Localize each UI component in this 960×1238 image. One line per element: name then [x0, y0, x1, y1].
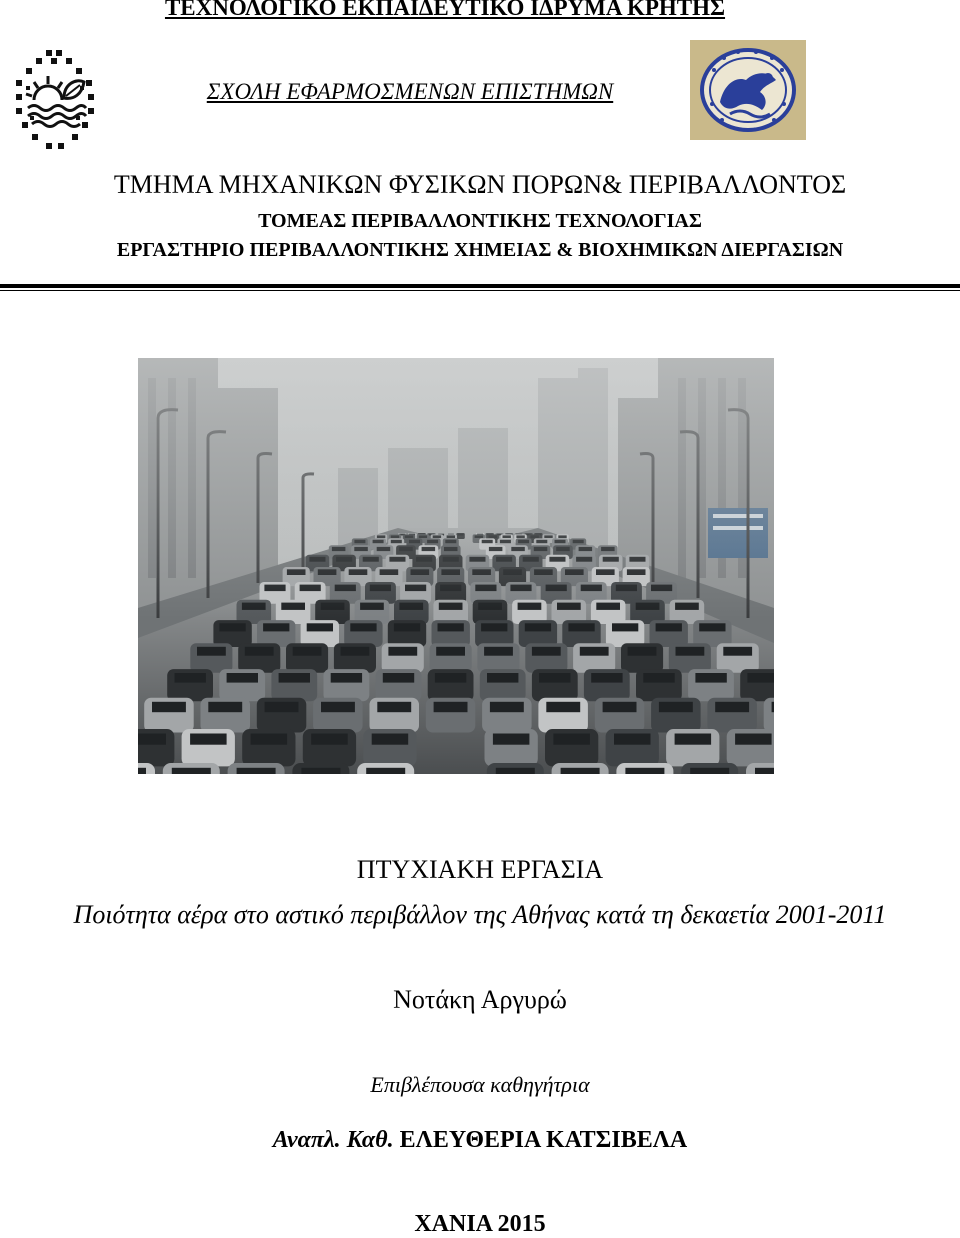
car-window [265, 702, 299, 712]
car-window [695, 673, 726, 683]
car-window [350, 623, 376, 631]
car-window [208, 702, 242, 712]
car-window [279, 673, 310, 683]
car-window [723, 647, 752, 656]
car-window [301, 768, 340, 774]
car-window [553, 734, 590, 745]
supervisor-title: Αναπλ. Καθ. [272, 1127, 394, 1153]
car-window [307, 623, 333, 631]
car-window [715, 702, 749, 712]
car-window [219, 623, 245, 631]
car-window [591, 673, 622, 683]
car-window [532, 647, 561, 656]
car-window [755, 768, 774, 774]
car-window [735, 734, 772, 745]
thesis-title: Ποιότητα αέρα στο αστικό περιβάλλον της Αθήνας κατά τη δεκαετία 2001-2011 [73, 900, 887, 929]
car-window [331, 673, 362, 683]
car-window [625, 768, 664, 774]
car-window [394, 623, 420, 631]
car-window [237, 768, 276, 774]
supervisor-label: Επιβλέπουσα καθηγήτρια [370, 1072, 590, 1097]
car-window [614, 734, 651, 745]
car-window [341, 647, 370, 656]
car-window [568, 623, 594, 631]
car-window [690, 768, 729, 774]
car-window [612, 623, 638, 631]
car-window [539, 673, 570, 683]
car-window [152, 702, 186, 712]
school-name: ΣΧΟΛΗ ΕΦΑΡΜΟΣΜΕΝΩΝ ΕΠΙΣΤΗΜΩΝ [206, 79, 614, 104]
car-window [263, 623, 289, 631]
car-window [435, 673, 466, 683]
car-window [293, 647, 322, 656]
car-window [383, 673, 414, 683]
car-window [656, 623, 682, 631]
sector-name: ΤΟΜΕΑΣ ΠΕΡΙΒΑΛΛΟΝΤΙΚΗΣ ΤΕΧΝΟΛΟΓΙΑΣ [258, 210, 702, 232]
car-window [434, 702, 468, 712]
car-window [493, 734, 530, 745]
car-window [490, 702, 524, 712]
car-window [388, 647, 417, 656]
place-year: ΧΑΝΙΑ 2015 [414, 1211, 546, 1237]
car-window [603, 702, 637, 712]
car-window [197, 647, 226, 656]
traffic-smog-photo [138, 358, 774, 774]
car-window [138, 734, 166, 745]
car-window [659, 702, 693, 712]
car-window [138, 768, 146, 774]
institution-seal-icon [690, 40, 806, 140]
car-window [172, 768, 211, 774]
car-window [377, 702, 411, 712]
car-window [175, 673, 206, 683]
car-window [675, 734, 712, 745]
car-window [561, 768, 600, 774]
header-divider [0, 284, 960, 292]
car-window [190, 734, 227, 745]
car-window [484, 647, 513, 656]
car-window [481, 623, 507, 631]
thesis-label: ΠΤΥΧΙΑΚΗ ΕΡΓΑΣΙΑ [356, 855, 604, 884]
car-window [251, 734, 288, 745]
car-window [747, 673, 774, 683]
car-window [699, 623, 725, 631]
car-window [436, 647, 465, 656]
car-window [311, 734, 348, 745]
car-window [372, 734, 409, 745]
car-window [772, 702, 774, 712]
car-window [643, 673, 674, 683]
institution-name: ΤΕΧΝΟΛΟΓΙΚΟ ΕΚΠΑΙΔΕΥΤΙΚΟ ΙΔΡΥΜΑ ΚΡΗΤΗΣ [164, 0, 726, 20]
car-window [245, 647, 274, 656]
car-window [676, 647, 705, 656]
car-window [628, 647, 657, 656]
car-window [580, 647, 609, 656]
car-window [525, 623, 551, 631]
car-window [438, 623, 464, 631]
department-logo-icon [12, 48, 102, 153]
laboratory-name: ΕΡΓΑΣΤΗΡΙΟ ΠΕΡΙΒΑΛΛΟΝΤΙΚΗΣ ΧΗΜΕΙΑΣ & ΒΙΟΧΗΜΙΚΩΝ ΔΙΕΡΓΑΣΙΩΝ [116, 239, 844, 261]
department-name: ΤΜΗΜΑ ΜΗΧΑΝΙΚΩΝ ΦΥΣΙΚΩΝ ΠΟΡΩΝ& ΠΕΡΙΒΑΛΛΟΝΤΟΣ [113, 170, 847, 199]
car-window [366, 768, 405, 774]
car-window [546, 702, 580, 712]
car-window [487, 673, 518, 683]
author-name: Νοτάκη Αργυρώ [393, 985, 567, 1014]
supervisor-name: ΕΛΕΥΘΕΡΙΑ ΚΑΤΣΙΒΕΛΑ [399, 1127, 688, 1153]
car-window [321, 702, 355, 712]
car-window [496, 768, 535, 774]
supervisor [0, 1126, 960, 1154]
car-window [227, 673, 258, 683]
